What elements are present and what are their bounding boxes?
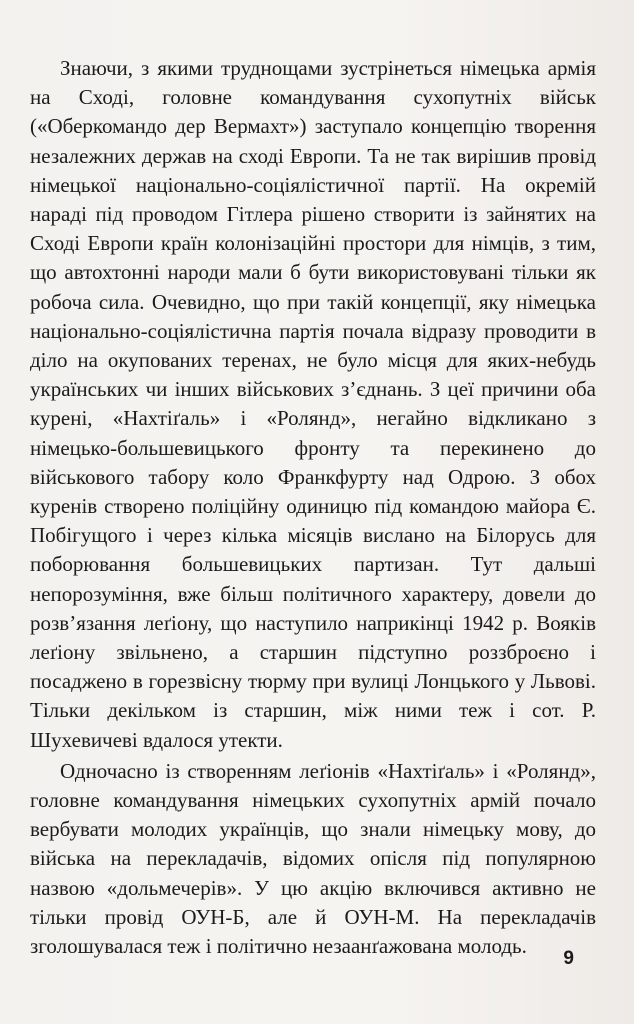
paragraph-2: Одночасно із створенням леґіонів «Нахтіґаль» і «Ролянд», головне командування німецьких сухопутніх армій почало вербувати молодих українців, що знали німецьку мову, до війська на перекладачів, відомих опісля під популярною назвою «дольмечерів». У цю акцію включився активно не тільки провід ОУН-Б, але й ОУН-М. На перекладачів зголошувалася теж і політично незаанґажована молодь.: [30, 758, 596, 959]
paragraph-1: Знаючи, з якими труднощами зустрінеться німецька армія на Сході, головне командування сухопутніх військ («Оберкомандо дер Вермахт») заступало концепцію творення незалежних держав на сході Европи. Та не так вирішив провід німецької національно-соціялістичної партії. На окремій нараді під проводом Гітлера рішено створити із зайнятих на Сході Европи країн колонізаційні простори для німців, з тим, що автохтонні народи мали б бути використовувані тільки як робоча сила. Очевидно, що при такій концепції, яку німецька національно-соціялістична партія почала відразу проводити в діло на окупованих теренах, не було місця для яких-небудь українських чи інших військових з’єднань. З цеї причини оба курені, «Нахтіґаль» і «Ролянд», негайно відкликано з німецько-большевицького фронту та перекинено до військового табору коло Франкфурту над Одрою. З обох куренів створено поліційну одиницю під командою майора Є. Побігущого і через кілька місяців вислано на Білорусь для поборювання большевицьких партизан. Тут дальші непорозуміння, вже більш політичного характеру, довели до розв’язання леґіону, що наступило наприкінці 1942 р. Вояків леґіону звільнено, а старшин підступно роззброєно і посаджено в горезвісну тюрму при вулиці Лонцького у Львові. Тільки декільком із старшин, між ними теж і сот. Р. Шухевичеві вдалося утекти.: [30, 56, 596, 752]
body-text: [30, 54, 596, 961]
page-number: 9: [563, 948, 574, 969]
